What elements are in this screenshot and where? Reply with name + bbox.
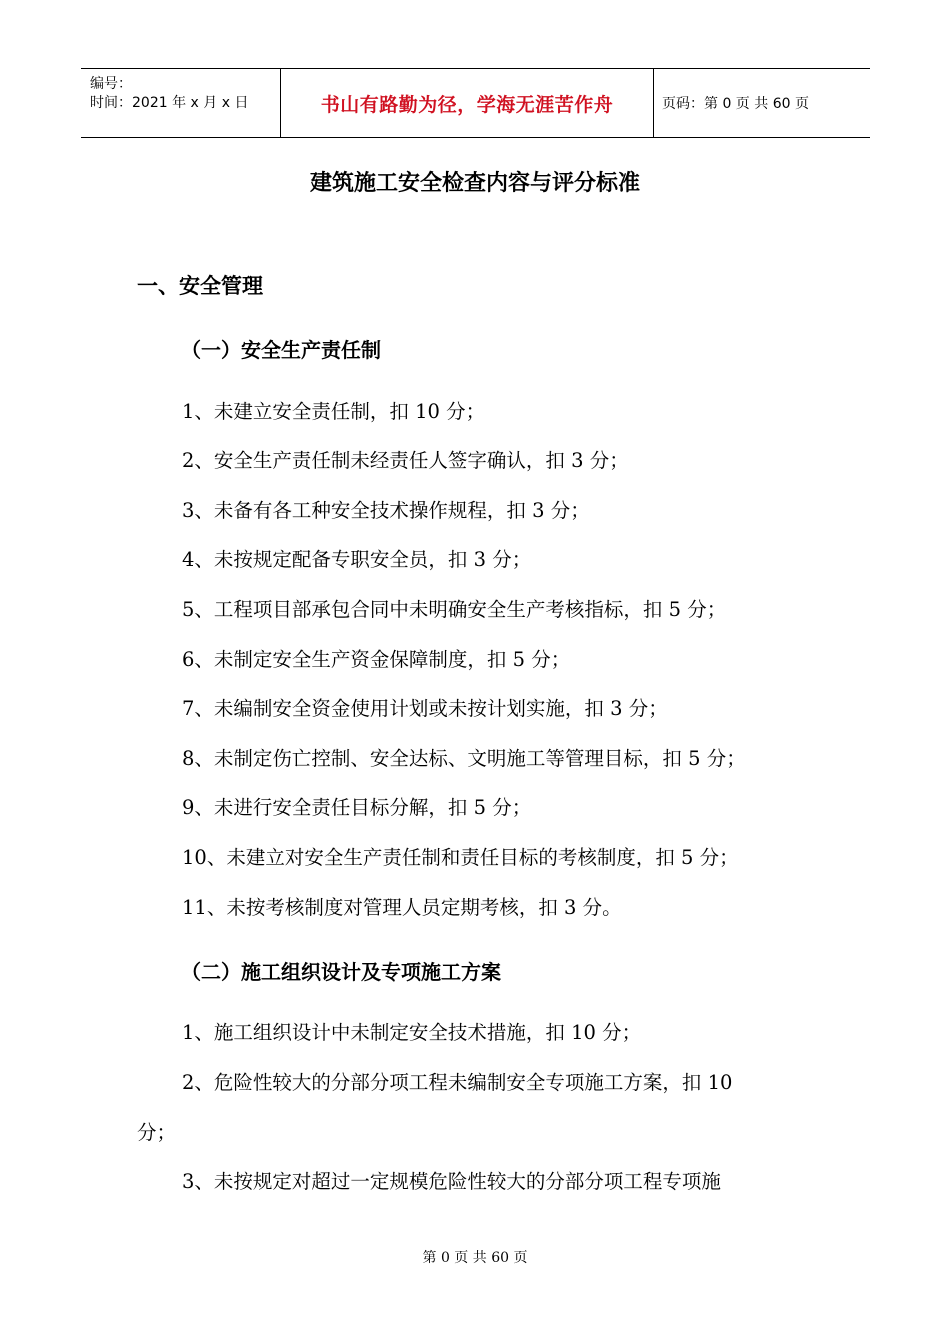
subsection-heading-2: （二）施工组织设计及专项施工方案 xyxy=(181,960,501,984)
header-motto-cell xyxy=(281,69,654,137)
list-item: 7、未编制安全资金使用计划或未按计划实施，扣 3 分； xyxy=(182,697,668,720)
motto-text: 书山有路勤为径，学海无涯苦作舟 xyxy=(320,93,614,116)
list-item: 10、未建立对安全生产责任制和责任目标的考核制度，扣 5 分； xyxy=(182,846,739,869)
list-item: 11、未按考核制度对管理人员定期考核，扣 3 分。 xyxy=(182,896,622,919)
number-label: 编号： xyxy=(90,76,132,92)
list-item: 6、未制定安全生产资金保障制度，扣 5 分； xyxy=(182,648,571,671)
page-footer: 第 0 页 共 60 页 xyxy=(422,1250,528,1266)
list-item: 9、未进行安全责任目标分解，扣 5 分； xyxy=(182,796,532,819)
list-item: 4、未按规定配备专职安全员，扣 3 分； xyxy=(182,548,532,571)
list-item: 5、工程项目部承包合同中未明确安全生产考核指标，扣 5 分； xyxy=(182,598,727,621)
list-item: 8、未制定伤亡控制、安全达标、文明施工等管理目标，扣 5 分； xyxy=(182,747,746,770)
document-title: 建筑施工安全检查内容与评分标准 xyxy=(309,170,640,196)
header-table xyxy=(81,68,870,138)
list-item: 2、安全生产责任制未经责任人签字确认，扣 3 分； xyxy=(182,449,629,472)
section-heading: 一、安全管理 xyxy=(137,274,263,298)
page-info: 页码：第 0 页 共 60 页 xyxy=(662,96,809,112)
list-item: 1、施工组织设计中未制定安全技术措施，扣 10 分； xyxy=(182,1021,642,1044)
list-item: 1、未建立安全责任制，扣 10 分； xyxy=(182,400,486,423)
header-meta-cell xyxy=(81,69,281,137)
time-label: 时间：2021 年 x 月 x 日 xyxy=(90,95,249,111)
list-item: 3、未备有各工种安全技术操作规程，扣 3 分； xyxy=(182,499,590,522)
subsection-heading-1: （一）安全生产责任制 xyxy=(181,338,381,362)
list-item-continuation: 分； xyxy=(137,1121,177,1144)
list-item: 3、未按规定对超过一定规模危险性较大的分部分项工程专项施 xyxy=(182,1170,721,1193)
header-page-cell xyxy=(654,69,870,137)
list-item: 2、危险性较大的分部分项工程未编制安全专项施工方案，扣 10 xyxy=(182,1071,733,1094)
